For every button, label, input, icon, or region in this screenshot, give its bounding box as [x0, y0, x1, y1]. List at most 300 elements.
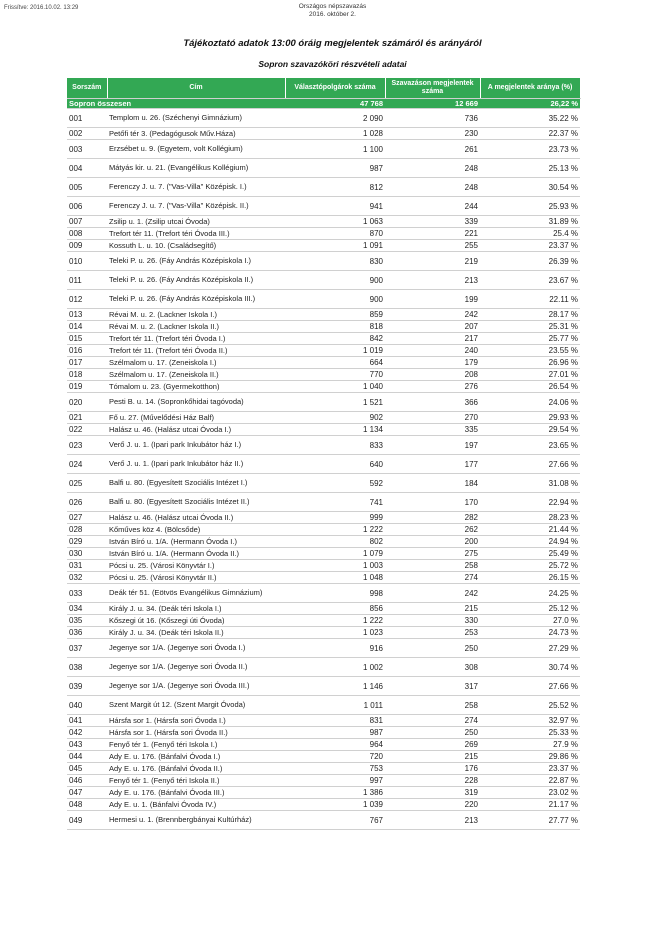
table-row: [67, 639, 580, 658]
station-address: Hermesi u. 1. (Brennbergbányai Kultúrház): [107, 811, 285, 830]
table-row: [67, 572, 580, 584]
present-count: 217: [385, 333, 480, 345]
voters-count: 802: [285, 536, 385, 548]
station-code: 049: [67, 811, 107, 830]
table-row: [67, 357, 580, 369]
voters-count: 1 019: [285, 345, 385, 357]
voters-count: 916: [285, 639, 385, 658]
voters-count: 1 146: [285, 677, 385, 696]
station-code: 002: [67, 128, 107, 140]
voters-count: 833: [285, 436, 385, 455]
station-address: Tómalom u. 23. (Gyermekotthon): [107, 381, 285, 393]
station-address: Ferenczy J. u. 7. ("Vas-Villa" Középisk. I.): [107, 178, 285, 197]
station-address: Trefort tér 11. (Trefort téri Óvoda II.): [107, 345, 285, 357]
station-code: 038: [67, 658, 107, 677]
station-code: 024: [67, 455, 107, 474]
station-address: Verő J. u. 1. (Ipari park Inkubátor ház II.): [107, 455, 285, 474]
voters-count: 902: [285, 412, 385, 424]
turnout-ratio: 30.54 %: [480, 178, 580, 197]
station-address: Balfi u. 80. (Egyesített Szociális Intézet I.): [107, 474, 285, 493]
present-count: 199: [385, 290, 480, 309]
station-code: 030: [67, 548, 107, 560]
summary-present: 12 669: [385, 99, 480, 109]
station-code: 020: [67, 393, 107, 412]
print-header: [0, 3, 665, 23]
turnout-ratio: 22.94 %: [480, 493, 580, 512]
voters-count: 1 386: [285, 787, 385, 799]
station-code: 037: [67, 639, 107, 658]
turnout-ratio: 32.97 %: [480, 715, 580, 727]
voters-count: 1 011: [285, 696, 385, 715]
station-code: 021: [67, 412, 107, 424]
station-address: Jegenye sor 1/A. (Jegenye sori Óvoda II.): [107, 658, 285, 677]
turnout-ratio: 29.86 %: [480, 751, 580, 763]
present-count: 339: [385, 216, 480, 228]
table-row: [67, 536, 580, 548]
present-count: 213: [385, 271, 480, 290]
present-count: 240: [385, 345, 480, 357]
voters-count: 812: [285, 178, 385, 197]
table-row: [67, 584, 580, 603]
station-address: Hársfa sor 1. (Hársfa sori Óvoda I.): [107, 715, 285, 727]
voters-count: 664: [285, 357, 385, 369]
table-row: [67, 369, 580, 381]
present-count: 244: [385, 197, 480, 216]
present-count: 366: [385, 393, 480, 412]
table-row: [67, 787, 580, 799]
station-code: 035: [67, 615, 107, 627]
station-code: 006: [67, 197, 107, 216]
voters-count: 1 003: [285, 560, 385, 572]
voters-count: 1 222: [285, 615, 385, 627]
summary-ratio: 26,22 %: [480, 99, 580, 109]
station-code: 022: [67, 424, 107, 436]
station-code: 018: [67, 369, 107, 381]
present-count: 213: [385, 811, 480, 830]
voters-count: 999: [285, 512, 385, 524]
voters-count: 870: [285, 228, 385, 240]
table-row: [67, 128, 580, 140]
station-code: 003: [67, 140, 107, 159]
present-count: 335: [385, 424, 480, 436]
present-count: 255: [385, 240, 480, 252]
table-row: [67, 228, 580, 240]
voters-count: 1 091: [285, 240, 385, 252]
summary-row: [67, 99, 580, 109]
station-address: Ady E. u. 176. (Bánfalvi Óvoda II.): [107, 763, 285, 775]
station-address: Teleki P. u. 26. (Fáy András Középiskola III.): [107, 290, 285, 309]
station-address: Zsilip u. 1. (Zsilip utcai Óvoda): [107, 216, 285, 228]
present-count: 253: [385, 627, 480, 639]
turnout-ratio: 25.12 %: [480, 603, 580, 615]
table-row: [67, 345, 580, 357]
station-code: 012: [67, 290, 107, 309]
present-count: 179: [385, 357, 480, 369]
present-count: 215: [385, 603, 480, 615]
station-code: 047: [67, 787, 107, 799]
station-address: Fenyő tér 1. (Fenyő téri Iskola II.): [107, 775, 285, 787]
table-row: [67, 811, 580, 830]
station-address: Teleki P. u. 26. (Fáy András Középiskola II.): [107, 271, 285, 290]
turnout-ratio: 21.44 %: [480, 524, 580, 536]
present-count: 317: [385, 677, 480, 696]
voters-count: 1 028: [285, 128, 385, 140]
voters-count: 1 222: [285, 524, 385, 536]
station-address: Szélmalom u. 17. (Zeneiskola I.): [107, 357, 285, 369]
turnout-ratio: 31.89 %: [480, 216, 580, 228]
turnout-ratio: 29.54 %: [480, 424, 580, 436]
table-row: [67, 751, 580, 763]
voters-count: 900: [285, 290, 385, 309]
station-code: 010: [67, 252, 107, 271]
station-code: 026: [67, 493, 107, 512]
table-row: [67, 775, 580, 787]
table-row: [67, 763, 580, 775]
turnout-ratio: 25.77 %: [480, 333, 580, 345]
turnout-ratio: 24.25 %: [480, 584, 580, 603]
table-row: [67, 159, 580, 178]
station-code: 040: [67, 696, 107, 715]
table-row: [67, 658, 580, 677]
station-code: 033: [67, 584, 107, 603]
election-date: 2016. október 2.: [309, 11, 356, 18]
station-address: Verő J. u. 1. (Ipari park Inkubátor ház I.): [107, 436, 285, 455]
station-address: Szélmalom u. 17. (Zeneiskola II.): [107, 369, 285, 381]
table-row: [67, 603, 580, 615]
summary-voters: 47 768: [285, 99, 385, 109]
turnout-table: [67, 78, 581, 830]
turnout-ratio: 23.02 %: [480, 787, 580, 799]
voters-count: 1 134: [285, 424, 385, 436]
station-code: 008: [67, 228, 107, 240]
table-row: [67, 271, 580, 290]
table-row: [67, 197, 580, 216]
station-code: 023: [67, 436, 107, 455]
present-count: 219: [385, 252, 480, 271]
turnout-ratio: 27.66 %: [480, 677, 580, 696]
turnout-ratio: 26.54 %: [480, 381, 580, 393]
present-count: 228: [385, 775, 480, 787]
station-address: István Bíró u. 1/A. (Hermann Óvoda II.): [107, 548, 285, 560]
table-row: [67, 739, 580, 751]
present-count: 258: [385, 696, 480, 715]
present-count: 208: [385, 369, 480, 381]
station-code: 005: [67, 178, 107, 197]
turnout-ratio: 23.37 %: [480, 240, 580, 252]
turnout-ratio: 25.72 %: [480, 560, 580, 572]
turnout-ratio: 22.37 %: [480, 128, 580, 140]
station-code: 032: [67, 572, 107, 584]
voters-count: 900: [285, 271, 385, 290]
summary-name: Sopron összesen: [67, 99, 285, 109]
station-code: 007: [67, 216, 107, 228]
station-code: 031: [67, 560, 107, 572]
voters-count: 1 040: [285, 381, 385, 393]
station-code: 042: [67, 727, 107, 739]
station-address: Pesti B. u. 14. (Sopronkőhidai tagóvoda): [107, 393, 285, 412]
station-code: 036: [67, 627, 107, 639]
station-code: 004: [67, 159, 107, 178]
station-code: 034: [67, 603, 107, 615]
turnout-ratio: 27.0 %: [480, 615, 580, 627]
table-header-row: [67, 78, 580, 99]
station-code: 014: [67, 321, 107, 333]
table-row: [67, 309, 580, 321]
present-count: 177: [385, 455, 480, 474]
turnout-ratio: 31.08 %: [480, 474, 580, 493]
column-header-ratio[interactable]: A megjelentek aránya (%): [480, 78, 580, 99]
turnout-ratio: 35.22 %: [480, 109, 580, 128]
present-count: 275: [385, 548, 480, 560]
station-address: Halász u. 46. (Halász utcai Óvoda I.): [107, 424, 285, 436]
turnout-ratio: 23.55 %: [480, 345, 580, 357]
table-row: [67, 715, 580, 727]
voters-count: 753: [285, 763, 385, 775]
table-row: [67, 333, 580, 345]
present-count: 736: [385, 109, 480, 128]
table-row: [67, 109, 580, 128]
voters-count: 842: [285, 333, 385, 345]
turnout-ratio: 25.52 %: [480, 696, 580, 715]
present-count: 200: [385, 536, 480, 548]
turnout-ratio: 25.33 %: [480, 727, 580, 739]
station-address: Jegenye sor 1/A. (Jegenye sori Óvoda I.): [107, 639, 285, 658]
table-row: [67, 799, 580, 811]
present-count: 250: [385, 727, 480, 739]
station-address: Szent Margit út 12. (Szent Margit Óvoda): [107, 696, 285, 715]
present-count: 250: [385, 639, 480, 658]
voters-count: 770: [285, 369, 385, 381]
present-count: 274: [385, 572, 480, 584]
present-count: 184: [385, 474, 480, 493]
present-count: 274: [385, 715, 480, 727]
present-count: 319: [385, 787, 480, 799]
table-row: [67, 412, 580, 424]
turnout-ratio: 27.66 %: [480, 455, 580, 474]
present-count: 276: [385, 381, 480, 393]
voters-count: 997: [285, 775, 385, 787]
table-row: [67, 381, 580, 393]
table-row: [67, 696, 580, 715]
voters-count: 767: [285, 811, 385, 830]
station-code: 016: [67, 345, 107, 357]
voters-count: 1 521: [285, 393, 385, 412]
table-row: [67, 524, 580, 536]
turnout-ratio: 24.06 %: [480, 393, 580, 412]
station-address: Ferenczy J. u. 7. ("Vas-Villa" Középisk. II.): [107, 197, 285, 216]
turnout-ratio: 28.17 %: [480, 309, 580, 321]
present-count: 258: [385, 560, 480, 572]
voters-count: 831: [285, 715, 385, 727]
station-code: 045: [67, 763, 107, 775]
table-row: [67, 393, 580, 412]
present-count: 197: [385, 436, 480, 455]
station-code: 013: [67, 309, 107, 321]
turnout-ratio: 28.23 %: [480, 512, 580, 524]
station-address: Hársfa sor 1. (Hársfa sori Óvoda II.): [107, 727, 285, 739]
turnout-ratio: 25.31 %: [480, 321, 580, 333]
voters-count: 830: [285, 252, 385, 271]
voters-count: 1 048: [285, 572, 385, 584]
table-row: [67, 548, 580, 560]
voters-count: 987: [285, 727, 385, 739]
station-address: Trefort tér 11. (Trefort téri Óvoda I.): [107, 333, 285, 345]
voters-count: 818: [285, 321, 385, 333]
station-code: 025: [67, 474, 107, 493]
station-address: Király J. u. 34. (Deák téri Iskola II.): [107, 627, 285, 639]
present-count: 330: [385, 615, 480, 627]
voters-count: 640: [285, 455, 385, 474]
station-address: Ady E. u. 176. (Bánfalvi Óvoda III.): [107, 787, 285, 799]
table-row: [67, 178, 580, 197]
table-row: [67, 512, 580, 524]
table-row: [67, 140, 580, 159]
turnout-ratio: 25.13 %: [480, 159, 580, 178]
station-address: Kossuth L. u. 10. (Családsegítő): [107, 240, 285, 252]
station-address: Révai M. u. 2. (Lackner Iskola II.): [107, 321, 285, 333]
present-count: 242: [385, 309, 480, 321]
station-code: 046: [67, 775, 107, 787]
station-code: 019: [67, 381, 107, 393]
turnout-ratio: 30.74 %: [480, 658, 580, 677]
present-count: 221: [385, 228, 480, 240]
present-count: 170: [385, 493, 480, 512]
station-address: Trefort tér 11. (Trefort téri Óvoda III.): [107, 228, 285, 240]
present-count: 207: [385, 321, 480, 333]
station-address: Teleki P. u. 26. (Fáy András Középiskola I.): [107, 252, 285, 271]
station-code: 001: [67, 109, 107, 128]
table-row: [67, 455, 580, 474]
station-code: 043: [67, 739, 107, 751]
station-code: 009: [67, 240, 107, 252]
turnout-ratio: 27.01 %: [480, 369, 580, 381]
station-address: Kőműves köz 4. (Bölcsőde): [107, 524, 285, 536]
present-count: 261: [385, 140, 480, 159]
station-address: Templom u. 26. (Széchenyi Gimnázium): [107, 109, 285, 128]
turnout-ratio: 25.4 %: [480, 228, 580, 240]
voters-count: 592: [285, 474, 385, 493]
table-row: [67, 474, 580, 493]
station-address: Erzsébet u. 9. (Egyetem, volt Kollégium): [107, 140, 285, 159]
voters-count: 859: [285, 309, 385, 321]
table-row: [67, 216, 580, 228]
turnout-ratio: 26.96 %: [480, 357, 580, 369]
printed-timestamp: Frissítve: 2016.10.02. 13:29: [4, 5, 79, 11]
turnout-ratio: 24.73 %: [480, 627, 580, 639]
present-count: 220: [385, 799, 480, 811]
agency-name: Országos népszavazás: [298, 3, 367, 10]
voters-count: 720: [285, 751, 385, 763]
table-row: [67, 321, 580, 333]
present-count: 248: [385, 178, 480, 197]
table-row: [67, 252, 580, 271]
voters-count: 998: [285, 584, 385, 603]
turnout-ratio: 26.39 %: [480, 252, 580, 271]
station-code: 011: [67, 271, 107, 290]
table-row: [67, 493, 580, 512]
station-address: Pócsi u. 25. (Városi Könyvtár II.): [107, 572, 285, 584]
station-address: Halász u. 46. (Halász utcai Óvoda II.): [107, 512, 285, 524]
present-count: 230: [385, 128, 480, 140]
present-count: 269: [385, 739, 480, 751]
station-address: Jegenye sor 1/A. (Jegenye sori Óvoda III.): [107, 677, 285, 696]
station-code: 044: [67, 751, 107, 763]
column-header-name[interactable]: Cím: [107, 78, 285, 99]
voters-count: 2 090: [285, 109, 385, 128]
table-row: [67, 677, 580, 696]
station-address: Petőfi tér 3. (Pedagógusok Műv.Háza): [107, 128, 285, 140]
present-count: 282: [385, 512, 480, 524]
voters-count: 941: [285, 197, 385, 216]
station-address: Király J. u. 34. (Deák téri Iskola I.): [107, 603, 285, 615]
station-address: Kőszegi út 16. (Kőszegi úti Óvoda): [107, 615, 285, 627]
station-address: Révai M. u. 2. (Lackner Iskola I.): [107, 309, 285, 321]
turnout-ratio: 23.73 %: [480, 140, 580, 159]
turnout-ratio: 21.17 %: [480, 799, 580, 811]
turnout-ratio: 24.94 %: [480, 536, 580, 548]
voters-count: 1 023: [285, 627, 385, 639]
voters-count: 1 063: [285, 216, 385, 228]
station-address: Fenyő tér 1. (Fenyő téri Iskola I.): [107, 739, 285, 751]
column-header-present[interactable]: Szavazáson megjelentek száma: [385, 78, 480, 99]
table-row: [67, 436, 580, 455]
turnout-ratio: 25.93 %: [480, 197, 580, 216]
page-title: Tájékoztató adatok 13:00 óráig megjelentek számáról és arányáról: [183, 38, 482, 49]
page-subtitle: Sopron szavazóköri részvételi adatai: [258, 59, 407, 69]
turnout-ratio: 23.65 %: [480, 436, 580, 455]
station-code: 027: [67, 512, 107, 524]
voters-count: 987: [285, 159, 385, 178]
station-address: Ady E. u. 1. (Bánfalvi Óvoda IV.): [107, 799, 285, 811]
voters-count: 1 002: [285, 658, 385, 677]
table-row: [67, 560, 580, 572]
station-address: Mátyás kir. u. 21. (Evangélikus Kollégium): [107, 159, 285, 178]
turnout-ratio: 29.93 %: [480, 412, 580, 424]
station-address: Balfi u. 80. (Egyesített Szociális Intézet II.): [107, 493, 285, 512]
table-row: [67, 240, 580, 252]
turnout-ratio: 23.37 %: [480, 763, 580, 775]
station-code: 039: [67, 677, 107, 696]
turnout-ratio: 25.49 %: [480, 548, 580, 560]
present-count: 242: [385, 584, 480, 603]
station-code: 048: [67, 799, 107, 811]
station-code: 028: [67, 524, 107, 536]
present-count: 215: [385, 751, 480, 763]
voters-count: 964: [285, 739, 385, 751]
present-count: 262: [385, 524, 480, 536]
table-row: [67, 424, 580, 436]
present-count: 270: [385, 412, 480, 424]
turnout-ratio: 27.77 %: [480, 811, 580, 830]
voters-count: 856: [285, 603, 385, 615]
voters-count: 1 079: [285, 548, 385, 560]
station-address: Fő u. 27. (Művelődési Ház Balf): [107, 412, 285, 424]
table-row: [67, 615, 580, 627]
station-address: Ady E. u. 176. (Bánfalvi Óvoda I.): [107, 751, 285, 763]
column-header-code[interactable]: Sorszám: [67, 78, 107, 99]
header-center: [0, 3, 665, 19]
station-code: 029: [67, 536, 107, 548]
turnout-ratio: 22.11 %: [480, 290, 580, 309]
present-count: 308: [385, 658, 480, 677]
turnout-ratio: 23.67 %: [480, 271, 580, 290]
station-address: István Bíró u. 1/A. (Hermann Óvoda I.): [107, 536, 285, 548]
station-code: 017: [67, 357, 107, 369]
voters-count: 741: [285, 493, 385, 512]
voters-count: 1 100: [285, 140, 385, 159]
column-header-voters[interactable]: Választópolgárok száma: [285, 78, 385, 99]
present-count: 248: [385, 159, 480, 178]
